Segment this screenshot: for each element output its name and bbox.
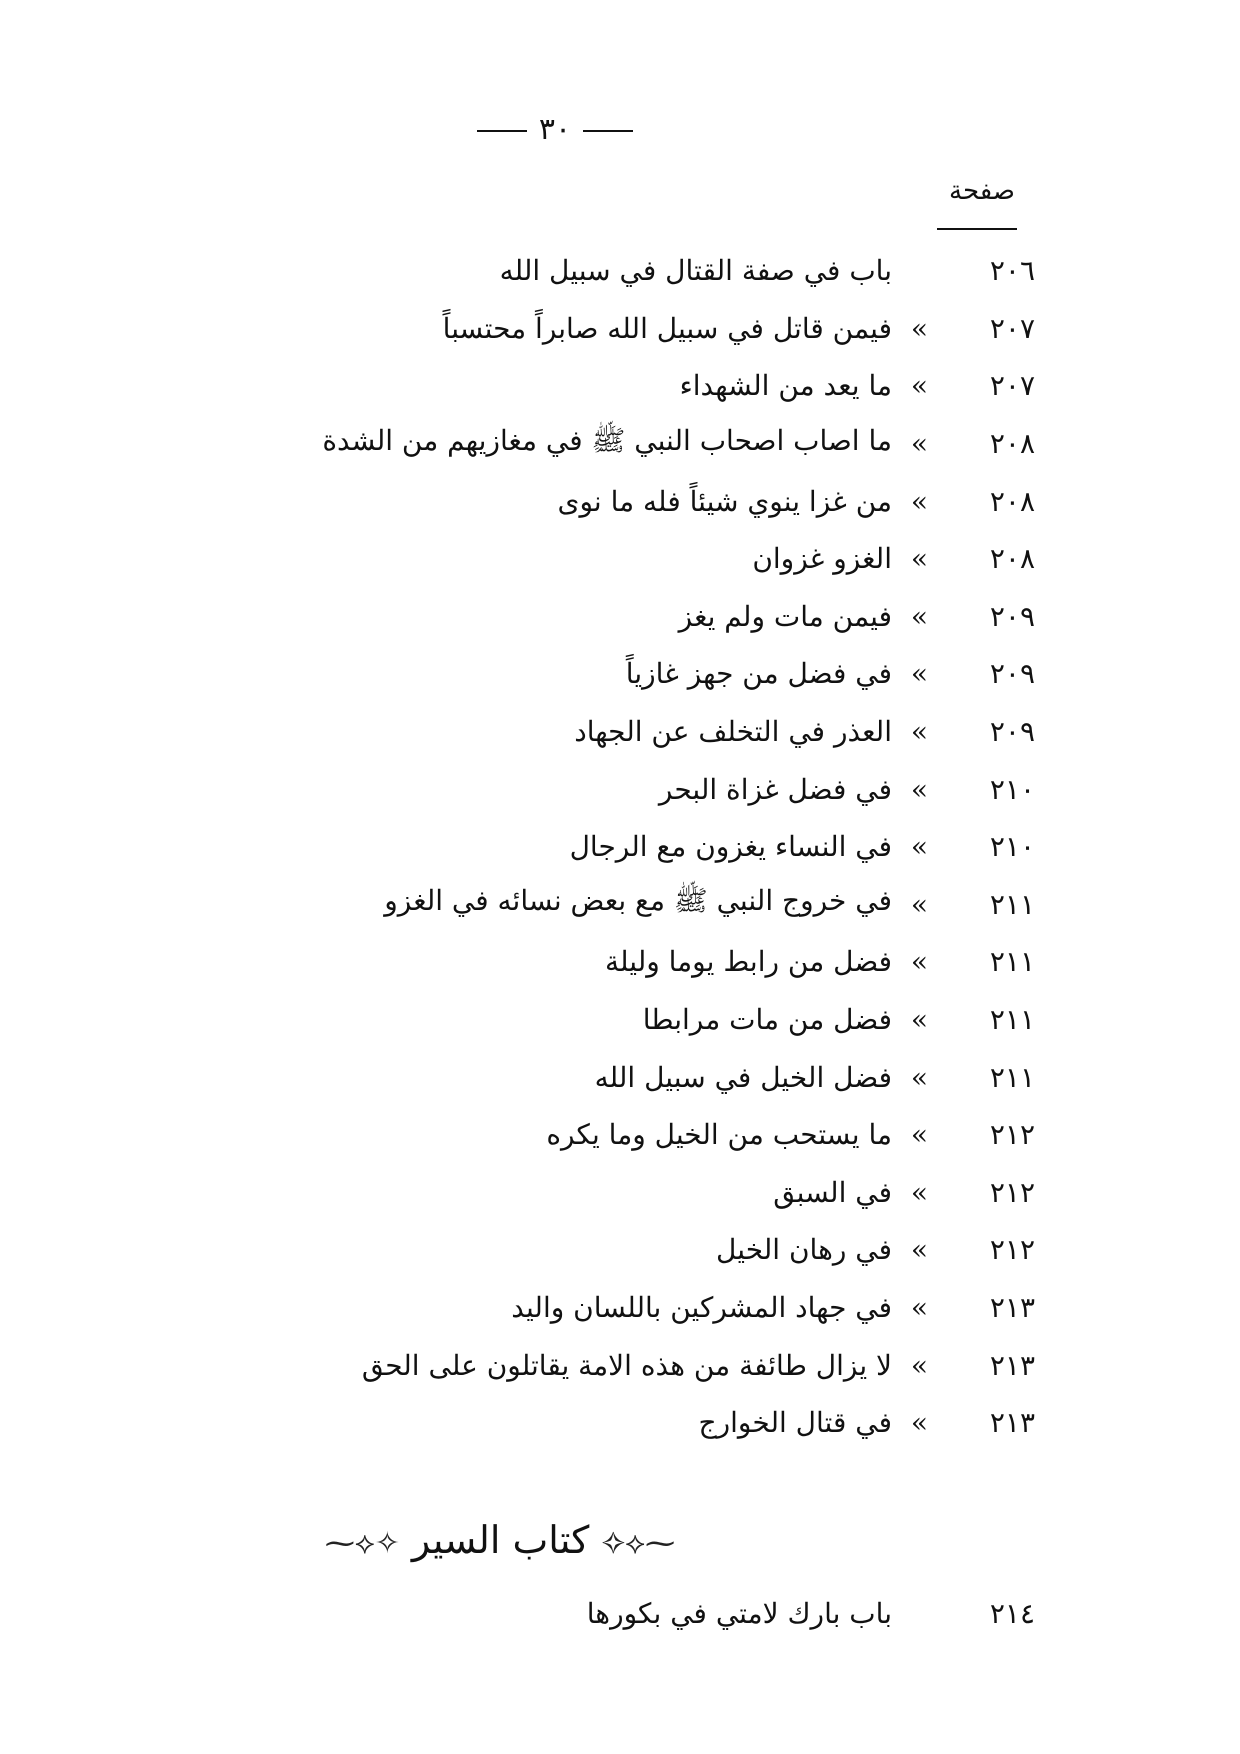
list-item	[115, 472, 1035, 530]
entry-page: ٢٠٨	[989, 484, 1035, 518]
ditto-mark: »	[910, 1118, 929, 1152]
entry-page: ٢١٣	[989, 1348, 1035, 1382]
ditto-mark: »	[910, 772, 929, 806]
ditto-mark: »	[910, 715, 929, 749]
ditto-mark: »	[910, 599, 929, 633]
list-item	[115, 415, 1035, 473]
entry-title: في فضل غزاة البحر	[658, 772, 892, 806]
ditto-mark: »	[910, 1233, 929, 1267]
column-header-rule	[937, 228, 1017, 230]
ditto-mark: »	[910, 1060, 929, 1094]
entry-title: فيمن قاتل في سبيل الله صابراً محتسباً	[442, 311, 892, 345]
left-dash	[477, 130, 527, 132]
page-number	[0, 112, 1110, 147]
ditto-mark: »	[910, 830, 929, 864]
entry-page: ٢٠٩	[989, 715, 1035, 749]
list-item	[115, 588, 1035, 646]
ditto-mark: »	[910, 311, 929, 345]
entry-page: ٢٠٧	[989, 311, 1035, 345]
ditto-mark: »	[910, 1003, 929, 1037]
entry-title: في جهاد المشركين باللسان واليد	[511, 1290, 892, 1324]
list-item	[115, 1394, 1035, 1452]
entry-page: ٢١٢	[989, 1118, 1035, 1152]
entry-title: في السبق	[773, 1175, 892, 1209]
entry-page: ٢٠٦	[989, 254, 1035, 288]
entry-page: ٢١١	[989, 1060, 1035, 1094]
entry-title: العذر في التخلف عن الجهاد	[574, 715, 892, 749]
list-item	[115, 818, 1035, 876]
entry-title: لا يزال طائفة من هذه الامة يقاتلون على الحق	[361, 1348, 892, 1382]
entry-page: ٢٠٨	[989, 427, 1035, 461]
entry-title: في خروج النبي ﷺ مع بعض نسائه في الغزو	[384, 884, 892, 918]
list-item	[115, 1106, 1035, 1164]
ditto-mark: »	[910, 1348, 929, 1382]
list-item	[115, 357, 1035, 415]
entry-title: فضل الخيل في سبيل الله	[594, 1060, 892, 1094]
entry-page: ٢١١	[989, 945, 1035, 979]
list-item	[115, 1336, 1035, 1394]
ditto-mark: »	[910, 887, 929, 921]
column-header: صفحة	[949, 176, 1015, 206]
list-item	[115, 1279, 1035, 1337]
entry-title: ما يعد من الشهداء	[679, 369, 892, 403]
list-item	[115, 1048, 1035, 1106]
ornament-left-icon: ✧⟡⁓	[324, 1526, 400, 1561]
ditto-mark: »	[910, 542, 929, 576]
entry-title: باب بارك لامتي في بكورها	[586, 1596, 892, 1630]
list-item	[115, 300, 1035, 358]
book-heading	[0, 1518, 1000, 1562]
entry-page: ٢١٢	[989, 1233, 1035, 1267]
list-item	[115, 703, 1035, 761]
list-item	[115, 530, 1035, 588]
entry-title: الغزو غزوان	[752, 542, 892, 576]
list-item	[115, 876, 1035, 934]
entry-title: من غزا ينوي شيئاً فله ما نوى	[557, 484, 892, 518]
list-item	[115, 1221, 1035, 1279]
entry-page: ٢١١	[989, 887, 1035, 921]
ditto-mark: »	[910, 369, 929, 403]
entry-title: في رهان الخيل	[716, 1233, 892, 1267]
entry-title: فضل من رابط يوما وليلة	[604, 945, 892, 979]
entry-page: ٢٠٩	[989, 657, 1035, 691]
entry-title: فضل من مات مرابطا	[642, 1003, 892, 1037]
ditto-mark: »	[910, 1175, 929, 1209]
list-item	[115, 1164, 1035, 1222]
entry-page: ٢١١	[989, 1003, 1035, 1037]
entry-page: ٢١٤	[989, 1596, 1035, 1630]
list-item	[115, 1584, 1035, 1642]
list-item	[115, 991, 1035, 1049]
entry-page: ٢١٣	[989, 1406, 1035, 1440]
entry-title: في النساء يغزون مع الرجال	[569, 830, 892, 864]
ornament-right-icon: ⁓⟡✧	[601, 1526, 676, 1561]
entry-title: في فضل من جهز غازياً	[625, 657, 892, 691]
entry-title: ما يستحب من الخيل وما يكره	[546, 1118, 892, 1152]
entry-page: ٢٠٩	[989, 599, 1035, 633]
ditto-mark: »	[910, 945, 929, 979]
entry-page: ٢١٠	[989, 830, 1035, 864]
list-item	[115, 933, 1035, 991]
ditto-mark: »	[910, 1290, 929, 1324]
entry-page: ٢٠٨	[989, 542, 1035, 576]
entry-page: ٢٠٧	[989, 369, 1035, 403]
list-item	[115, 760, 1035, 818]
entry-title: باب في صفة القتال في سبيل الله	[499, 254, 892, 288]
ditto-mark: »	[910, 427, 929, 461]
entry-page: ٢١٠	[989, 772, 1035, 806]
ditto-mark: »	[910, 1406, 929, 1440]
entry-page: ٢١٣	[989, 1290, 1035, 1324]
ditto-mark: »	[910, 484, 929, 518]
ditto-mark: »	[910, 657, 929, 691]
book-heading-text: كتاب السير	[411, 1518, 590, 1562]
table-of-contents	[115, 242, 1035, 1451]
entry-title: في قتال الخوارج	[698, 1406, 892, 1440]
entry-page: ٢١٢	[989, 1175, 1035, 1209]
entry-title: ما اصاب اصحاب النبي ﷺ في مغازيهم من الشدة	[322, 423, 892, 457]
list-item	[115, 242, 1035, 300]
entry-title: فيمن مات ولم يغز	[678, 599, 892, 633]
page-number-text: ٣٠	[538, 112, 572, 147]
right-dash	[583, 130, 633, 132]
list-item	[115, 645, 1035, 703]
